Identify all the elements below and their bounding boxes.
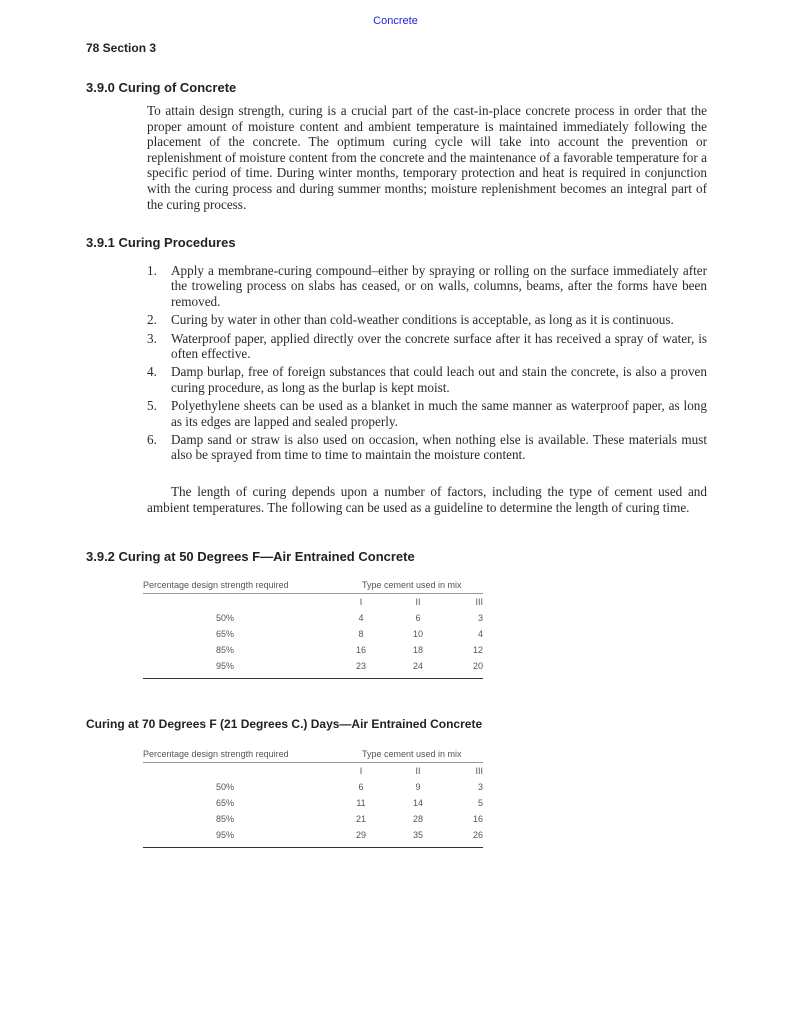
- value-cell: 20: [472, 661, 483, 671]
- table1-heading: 3.9.2 Curing at 50 Degrees F—Air Entrained Concrete: [86, 549, 415, 564]
- column-header-percentage: Percentage design strength required: [143, 580, 289, 590]
- section-heading-curing-procedures: 3.9.1 Curing Procedures: [86, 235, 236, 250]
- table-row: [143, 658, 483, 674]
- value-cell: 8: [358, 629, 364, 639]
- list-number: 5.: [147, 398, 157, 414]
- column-header-cement-type: Type cement used in mix: [362, 749, 462, 759]
- list-number: 2.: [147, 312, 157, 328]
- running-header: Concrete: [373, 15, 418, 27]
- list-item: [147, 432, 707, 463]
- curing-table-70f: [143, 746, 483, 848]
- value-cell: 14: [412, 798, 423, 808]
- type-label: II: [415, 766, 421, 776]
- value-cell: 3: [477, 613, 483, 623]
- value-cell: 6: [415, 613, 421, 623]
- column-header-percentage: Percentage design strength required: [143, 749, 289, 759]
- value-cell: 16: [472, 814, 483, 824]
- table-row: [143, 811, 483, 827]
- list-text: Curing by water in other than cold-weather conditions is acceptable, as long as it is continuous.: [171, 312, 674, 328]
- list-item: [147, 312, 707, 327]
- list-number: 4.: [147, 364, 157, 380]
- value-cell: 3: [477, 782, 483, 792]
- percentage-cell: 50%: [216, 613, 235, 623]
- value-cell: 4: [358, 613, 364, 623]
- table-header-row: [143, 746, 483, 763]
- list-item: [147, 331, 707, 362]
- value-cell: 6: [358, 782, 364, 792]
- curing-procedures-list: [147, 263, 707, 466]
- value-cell: 28: [412, 814, 423, 824]
- value-cell: 23: [355, 661, 366, 671]
- table-header-row: [143, 577, 483, 594]
- value-cell: 9: [415, 782, 421, 792]
- list-number: 1.: [147, 263, 157, 278]
- list-text: Apply a membrane-curing compound–either by spraying or rolling on the surface immediately after the troweling process on slabs has ceased, or on walls, columns, beams, after the forms have been removed.: [171, 263, 707, 309]
- type-label: I: [359, 597, 363, 607]
- table-row: [143, 795, 483, 811]
- value-cell: 26: [472, 830, 483, 840]
- percentage-cell: 65%: [216, 798, 235, 808]
- table-row: [143, 626, 483, 642]
- table-row: [143, 642, 483, 658]
- table-type-row: [143, 594, 483, 610]
- percentage-cell: 95%: [216, 830, 235, 840]
- value-cell: 21: [355, 814, 366, 824]
- curing-length-paragraph: The length of curing depends upon a number of factors, including the type of cement used and ambient temperatures. The following can be used as a guideline to determine the length of curing time.: [147, 484, 707, 515]
- value-cell: 5: [477, 798, 483, 808]
- list-number: 3.: [147, 330, 157, 346]
- list-text: Polyethylene sheets can be used as a blanket in much the same manner as waterproof paper, as long as its edges are lapped and sealed properly.: [171, 398, 707, 429]
- type-label: III: [475, 597, 483, 607]
- table-type-row: [143, 763, 483, 779]
- value-cell: 11: [356, 798, 366, 808]
- table-row: [143, 610, 483, 626]
- list-text: Waterproof paper, applied directly over the concrete surface after it has received a spray of water, is often effective.: [171, 330, 707, 362]
- value-cell: 4: [477, 629, 483, 639]
- value-cell: 12: [472, 645, 483, 655]
- percentage-cell: 85%: [216, 645, 235, 655]
- list-item: [147, 364, 707, 395]
- value-cell: 29: [355, 830, 366, 840]
- percentage-cell: 65%: [216, 629, 235, 639]
- value-cell: 24: [412, 661, 423, 671]
- table2-heading: Curing at 70 Degrees F (21 Degrees C.) Days—Air Entrained Concrete: [86, 717, 483, 731]
- value-cell: 16: [355, 645, 366, 655]
- percentage-cell: 95%: [216, 661, 235, 671]
- value-cell: 18: [412, 645, 423, 655]
- table-bottom-rule: [143, 843, 483, 848]
- table-bottom-rule: [143, 674, 483, 679]
- table-row: [143, 779, 483, 795]
- percentage-cell: 85%: [216, 814, 235, 824]
- column-header-cement-type: Type cement used in mix: [362, 580, 462, 590]
- type-label: II: [415, 597, 421, 607]
- list-number: 6.: [147, 432, 157, 448]
- table-row: [143, 827, 483, 843]
- percentage-cell: 50%: [216, 782, 235, 792]
- curing-intro-paragraph: To attain design strength, curing is a crucial part of the cast-in-place concrete process in order that the proper amount of moisture content and ambient temperature is maintained immediately following the placement of the concrete. The optimum curing cycle will take into account the prevention or replenishment of moisture content from the concrete and the maintenance of a favorable temperature for a specific period of time. During winter months, temporary protection and heat is required in conjunction with the curing process and during summer months; moisture replenishment becomes an integral part of the curing process.: [147, 103, 707, 212]
- list-text: Damp burlap, free of foreign substances that could leach out and stain the concrete, is also a proven curing procedure, as long as the burlap is kept moist.: [171, 364, 707, 395]
- page-number-section: 78 Section 3: [86, 41, 157, 55]
- value-cell: 35: [412, 830, 423, 840]
- list-text: Damp sand or straw is also used on occasion, when nothing else is available. These materials must also be sprayed from time to time to maintain the moisture content.: [171, 432, 707, 463]
- section-heading-curing-of-concrete: 3.9.0 Curing of Concrete: [86, 80, 237, 95]
- value-cell: 10: [412, 629, 423, 639]
- type-label: III: [475, 766, 483, 776]
- type-label: I: [359, 766, 363, 776]
- list-item: [147, 398, 707, 429]
- list-item: [147, 263, 707, 309]
- curing-table-50f: [143, 577, 483, 679]
